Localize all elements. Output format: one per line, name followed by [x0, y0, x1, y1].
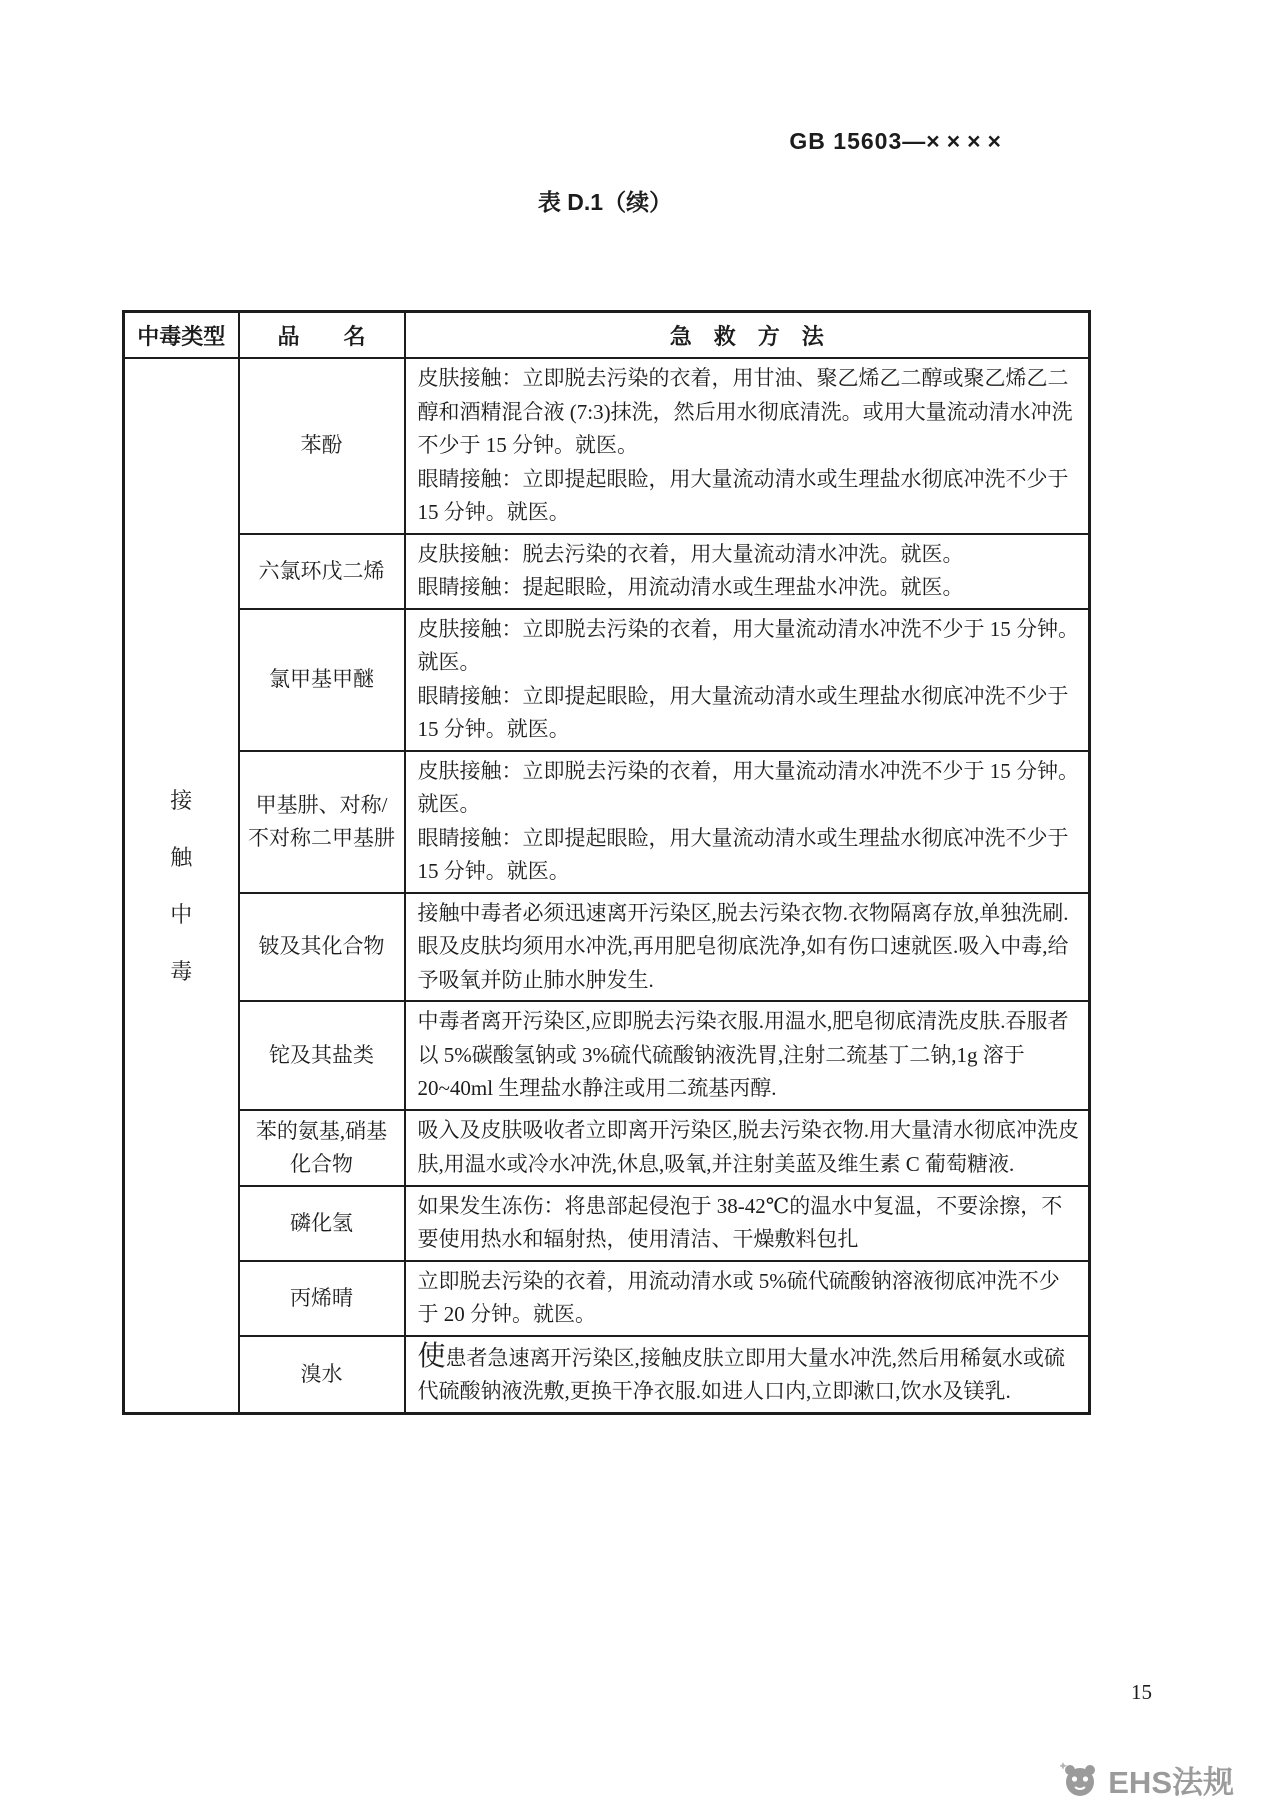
aid-paragraph: 吸入及皮肤吸收者立即离开污染区,脱去污染衣物.用大量清水彻底冲洗皮肤,用温水或冷水冲洗,休息,吸氧,并注射美蓝及维生素 C 葡萄糖液.	[417, 1118, 1079, 1176]
first-aid-method	[405, 1336, 1090, 1414]
watermark-text: EHS法规	[1108, 1765, 1234, 1800]
product-name: 氯甲基甲醚	[239, 609, 405, 751]
aid-paragraph: 使患者急速离开污染区,接触皮肤立即用大量水冲洗,然后用稀氨水或硫代硫酸钠液洗敷,更换干净衣服.如进人口内,立即漱口,饮水及镁乳.	[417, 1340, 1066, 1403]
first-aid-method	[405, 609, 1090, 751]
first-aid-method	[405, 534, 1090, 609]
poison-type-group-cell	[124, 358, 239, 1413]
first-aid-method	[405, 1186, 1090, 1261]
aid-paragraph: 眼睛接触：提起眼睑，用流动清水或生理盐水冲洗。就医。	[417, 575, 964, 599]
table-row	[124, 534, 1090, 609]
aid-paragraph: 如果发生冻伤：将患部起侵泡于 38-42℃的温水中复温，不要涂擦，不要使用热水和辐射热，使用清洁、干燥敷料包扎	[417, 1193, 1063, 1251]
aid-paragraph: 皮肤接触：立即脱去污染的衣着，用大量流动清水冲洗不少于 15 分钟。就医。	[417, 616, 1079, 674]
product-name: 苯酚	[239, 358, 405, 534]
aid-paragraph: 眼睛接触：立即提起眼睑，用大量流动清水或生理盐水彻底冲洗不少于 15 分钟。就医。	[417, 825, 1069, 883]
product-name: 磷化氢	[239, 1186, 405, 1261]
table-header-row	[124, 312, 1090, 359]
table-row	[124, 751, 1090, 893]
aid-paragraph: 眼睛接触：立即提起眼睑，用大量流动清水或生理盐水彻底冲洗不少于 15 分钟。就医。	[417, 466, 1069, 524]
first-aid-method	[405, 358, 1090, 534]
aid-paragraph: 中毒者离开污染区,应即脱去污染衣服.用温水,肥皂彻底清洗皮肤.吞服者以 5%碳酸氢钠或 3%硫代硫酸钠液洗胃,注射二巯基丁二钠,1g 溶于 20~40ml 生理盐水静注或用二巯基丙醇.	[417, 1009, 1069, 1100]
product-name: 溴水	[239, 1336, 405, 1414]
first-aid-table	[122, 310, 1091, 1415]
standard-number-placeholder: ××××	[926, 128, 1008, 154]
table-caption: 表 D.1（续）	[537, 189, 673, 215]
product-name: 六氯环戊二烯	[239, 534, 405, 609]
aid-paragraph: 皮肤接触：立即脱去污染的衣着，用甘油、聚乙烯乙二醇或聚乙烯乙二醇和酒精混合液 (7:3)抹洗，然后用水彻底清洗。或用大量流动清水冲洗不少于 15 分钟。就医。	[417, 366, 1073, 457]
group-label-char: 中	[170, 902, 193, 928]
table-row	[124, 1336, 1090, 1414]
table-row	[124, 1261, 1090, 1336]
table-row	[124, 893, 1090, 1002]
table-row	[124, 358, 1090, 534]
table-row	[124, 609, 1090, 751]
standard-number-prefix: GB 15603—	[789, 128, 927, 154]
first-aid-method	[405, 1261, 1090, 1336]
first-aid-method	[405, 1001, 1090, 1110]
vertical-group-label	[126, 784, 237, 986]
first-aid-method	[405, 751, 1090, 893]
table-row	[124, 1186, 1090, 1261]
product-name: 苯的氨基,硝基化合物	[239, 1110, 405, 1186]
product-name: 铊及其盐类	[239, 1001, 405, 1110]
product-name: 甲基肼、对称/不对称二甲基肼	[239, 751, 405, 893]
first-aid-method	[405, 1110, 1090, 1186]
table-row	[124, 1110, 1090, 1186]
aid-paragraph: 眼睛接触：立即提起眼睑，用大量流动清水或生理盐水彻底冲洗不少于 15 分钟。就医。	[417, 683, 1069, 741]
group-label-char: 接	[170, 788, 193, 814]
standard-number	[789, 128, 1008, 155]
group-label-char: 触	[170, 845, 193, 871]
column-header-poison-type: 中毒类型	[124, 312, 239, 359]
watermark	[1060, 1757, 1234, 1802]
aid-paragraph: 接触中毒者必须迅速离开污染区,脱去污染衣物.衣物隔离存放,单独洗刷.眼及皮肤均须用水冲洗,再用肥皂彻底洗净,如有伤口速就医.吸入中毒,给予吸氧并防止肺水肿发生.	[417, 900, 1069, 992]
table-row	[124, 1001, 1090, 1110]
column-header-first-aid: 急 救 方 法	[405, 312, 1090, 359]
first-aid-method	[405, 893, 1090, 1002]
aid-paragraph: 立即脱去污染的衣着，用流动清水或 5%硫代硫酸钠溶液彻底冲洗不少于 20 分钟。就医。	[417, 1268, 1060, 1326]
product-name: 铍及其化合物	[239, 893, 405, 1002]
column-header-product-name: 品 名	[239, 312, 405, 359]
ehs-logo-icon	[1060, 1759, 1102, 1801]
aid-paragraph: 皮肤接触：脱去污染的衣着，用大量流动清水冲洗。就医。	[417, 541, 964, 566]
group-label-char: 毒	[170, 959, 193, 985]
product-name: 丙烯晴	[239, 1261, 405, 1336]
page-number: 15	[1131, 1680, 1152, 1704]
aid-paragraph: 皮肤接触：立即脱去污染的衣着，用大量流动清水冲洗不少于 15 分钟。就医。	[417, 758, 1079, 816]
